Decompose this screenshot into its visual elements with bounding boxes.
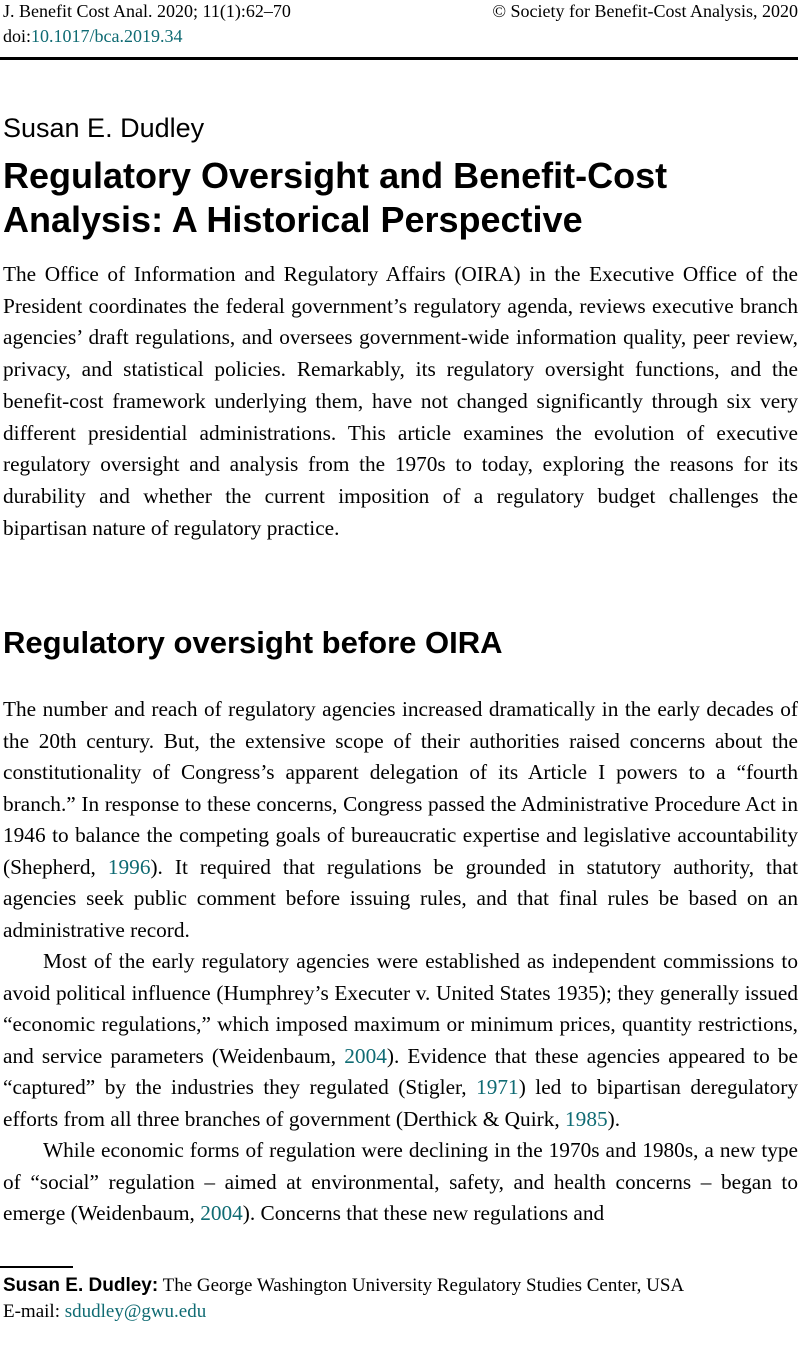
- header-divider: [0, 57, 798, 60]
- email-label: E-mail:: [3, 1301, 65, 1322]
- citation-link[interactable]: 1971: [476, 1075, 519, 1099]
- article-title: Regulatory Oversight and Benefit-Cost Analysis: A Historical Perspective: [3, 155, 668, 240]
- citation-link[interactable]: 1985: [565, 1106, 608, 1131]
- citation-link[interactable]: 2004: [344, 1043, 387, 1068]
- email-link[interactable]: sdudley@gwu.edu: [64, 1301, 207, 1322]
- affiliation-line: [3, 1273, 798, 1299]
- paragraph-1: The number and reach of regulatory agencies increased dramatically in the early decades of the 20th century. But, the extensive scope of their authorities raised concerns about the constitutionality of Congress’s apparent delegation of its Article I powers to a “fourth branch.” In response to these concerns, Congress passed the Administrative Procedure Act in 1946 to balance the competing goals of bureaucratic expertise and legislative accountability (Shepherd, 1996). It required that regulations be grounded in statutory authority, that agencies seek public comment before issuing rules, and that final rules be based on an administrative record.: [3, 697, 798, 942]
- journal-citation: J. Benefit Cost Anal. 2020; 11(1):62–70: [3, 1, 291, 21]
- footnote-divider: [0, 1266, 73, 1268]
- doi-link[interactable]: 10.1017/bca.2019.34: [31, 26, 183, 46]
- affiliation: The George Washington University Regulatory Studies Center, USA: [158, 1275, 685, 1296]
- footnote-author: Susan E. Dudley:: [3, 1275, 159, 1296]
- body-text: [3, 694, 798, 1230]
- doi-line: [3, 25, 183, 47]
- author-name: Susan E. Dudley: [3, 113, 205, 143]
- author-footnote: [3, 1273, 798, 1325]
- citation-link[interactable]: 1996: [107, 854, 151, 879]
- copyright-notice: © Society for Benefit-Cost Analysis, 2020: [492, 1, 798, 21]
- paragraph-2: Most of the early regulatory agencies were established as independent commissions to avoid political influence (Humphrey’s Executer v. United States 1935); they generally issued “economic regulations,” which imposed maximum or minimum prices, quantity restrictions, and service parameters (Weidenbaum, 2004). Evidence that these agencies appeared to be “captured” by the industries they regulated (Stigler, 1971) led to bipartisan deregulatory efforts from all three branches of government (Derthick & Quirk, 1985).: [3, 949, 798, 1131]
- paragraph-3: While economic forms of regulation were declining in the 1970s and 1980s, a new type of “social” regulation – aimed at environmental, safety, and health concerns – began to emerge (Weidenbaum, 2004). Concerns that these new regulations and: [3, 1138, 798, 1225]
- citation-link[interactable]: 2004: [200, 1201, 243, 1225]
- email-line: [3, 1299, 798, 1325]
- abstract: The Office of Information and Regulatory Affairs (OIRA) in the Executive Office of the President coordinates the federal government’s regulatory agenda, reviews executive branch agencies’ draft regulations, and oversees government-wide information quality, peer review, privacy, and statistical policies. Remarkably, its regulatory oversight functions, and the benefit-cost framework underlying them, have not changed significantly through six very different presidential administrations. This article examines the evolution of executive regulatory oversight and analysis from the 1970s to today, exploring the reasons for its durability and whether the current imposition of a regulatory budget challenges the bipartisan nature of regulatory practice.: [3, 262, 798, 540]
- doi-prefix: doi:: [3, 26, 32, 46]
- section-heading: Regulatory oversight before OIRA: [3, 625, 503, 660]
